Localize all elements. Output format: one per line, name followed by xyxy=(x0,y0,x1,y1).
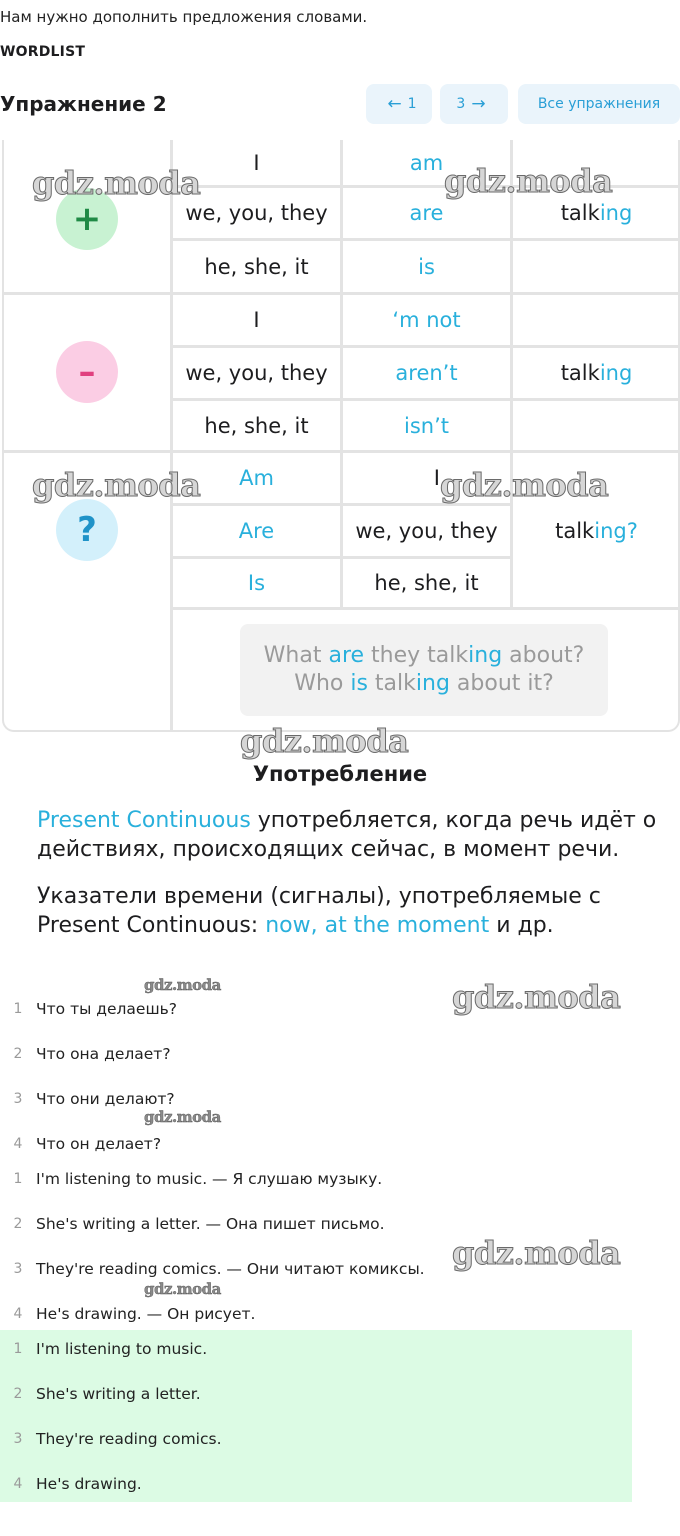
verb-stem: talk xyxy=(560,201,600,225)
q-main-verb xyxy=(513,506,680,556)
plus-icon: + xyxy=(56,188,118,250)
usage-title: Употребление xyxy=(252,762,428,786)
wordlist-link[interactable]: WORDLIST xyxy=(0,44,86,60)
q-subject: we, you, they xyxy=(355,519,498,543)
next-exercise-label: 3 xyxy=(456,96,466,112)
neg-subject: I xyxy=(253,308,260,332)
q-verb: Is xyxy=(247,571,266,595)
watermark: gdz.moda xyxy=(32,164,201,202)
time-markers: now, at the moment xyxy=(265,913,490,938)
task-instruction: Нам нужно дополнить предложения словами. xyxy=(0,8,368,26)
aff-verb: are xyxy=(409,201,444,225)
arrow-left-icon: ← xyxy=(387,94,402,114)
watermark: gdz.moda xyxy=(452,1234,621,1272)
verb-stem: talk xyxy=(555,519,595,543)
neg-verb: aren’t xyxy=(395,361,458,385)
answer-item: 2 She's writing a letter. xyxy=(13,1384,201,1403)
list-item: 2 She's writing a letter. — Она пишет письмо. xyxy=(13,1214,385,1233)
q-verb: Are xyxy=(238,519,275,543)
watermark: gdz.moda xyxy=(444,162,613,200)
usage-paragraph-2: Указатели времени (сигналы), употребляемые с Present Continuous: now, at the moment и др. xyxy=(37,884,601,938)
neg-verb: ‘m not xyxy=(392,308,461,332)
watermark: gdz.moda xyxy=(32,466,201,504)
aff-subject: I xyxy=(253,150,260,175)
aff-verb: am xyxy=(409,150,444,175)
example-line-1: What are they talking about? xyxy=(263,643,585,668)
watermark: gdz.moda xyxy=(144,1280,221,1298)
question-mark: ? xyxy=(626,519,638,543)
list-item: 3 Что они делают? xyxy=(13,1089,175,1108)
aff-verb: is xyxy=(418,254,435,279)
list-item: 1 I'm listening to music. — Я слушаю музыку. xyxy=(13,1169,383,1188)
all-exercises-button[interactable]: Все упражнения xyxy=(518,84,680,124)
watermark: gdz.moda xyxy=(144,1108,221,1126)
watermark: gdz.moda xyxy=(452,978,621,1016)
watermark: gdz.moda xyxy=(240,722,409,760)
list-item: 4 Что он делает? xyxy=(13,1134,162,1153)
neg-verb: isn’t xyxy=(404,413,449,438)
aff-subject: he, she, it xyxy=(204,254,309,279)
verb-suffix: ing xyxy=(594,519,627,543)
q-subject: I xyxy=(433,466,440,490)
q-subject: he, she, it xyxy=(374,571,479,595)
q-verb: Am xyxy=(239,466,274,490)
list-item: 2 Что она делает? xyxy=(13,1044,171,1063)
watermark: gdz.moda xyxy=(144,976,221,994)
aff-subject: we, you, they xyxy=(185,201,328,225)
examples-box xyxy=(240,624,608,716)
neg-subject: he, she, it xyxy=(204,413,309,438)
tense-name: Present Continuous xyxy=(37,808,251,833)
answer-item: 4 He's drawing. xyxy=(13,1474,142,1493)
exercise-title: Упражнение 2 xyxy=(0,92,167,116)
prev-exercise-button[interactable] xyxy=(366,84,432,124)
watermark: gdz.moda xyxy=(440,466,609,504)
verb-stem: talk xyxy=(560,361,600,385)
minus-icon: – xyxy=(56,341,118,403)
verb-suffix: ing xyxy=(599,361,633,385)
question-icon: ? xyxy=(56,499,118,561)
answer-item: 1 I'm listening to music. xyxy=(13,1339,208,1358)
example-line-2: Who is talking about it? xyxy=(294,671,554,696)
neg-main-verb xyxy=(513,348,680,398)
arrow-right-icon: → xyxy=(471,94,486,114)
list-item: 4 He's drawing. — Он рисует. xyxy=(13,1304,256,1323)
list-item: 3 They're reading comics. — Они читают комиксы. xyxy=(13,1259,425,1278)
list-item: 1 Что ты делаешь? xyxy=(13,999,177,1018)
next-exercise-button[interactable] xyxy=(440,84,508,124)
usage-paragraph-1: Present Continuous употребляется, когда речь идёт о действиях, происходящих сейчас, в момент речи. xyxy=(37,808,657,862)
verb-suffix: ing xyxy=(599,201,633,225)
prev-exercise-label: 1 xyxy=(407,96,417,112)
neg-subject: we, you, they xyxy=(185,361,328,385)
answer-item: 3 They're reading comics. xyxy=(13,1429,222,1448)
